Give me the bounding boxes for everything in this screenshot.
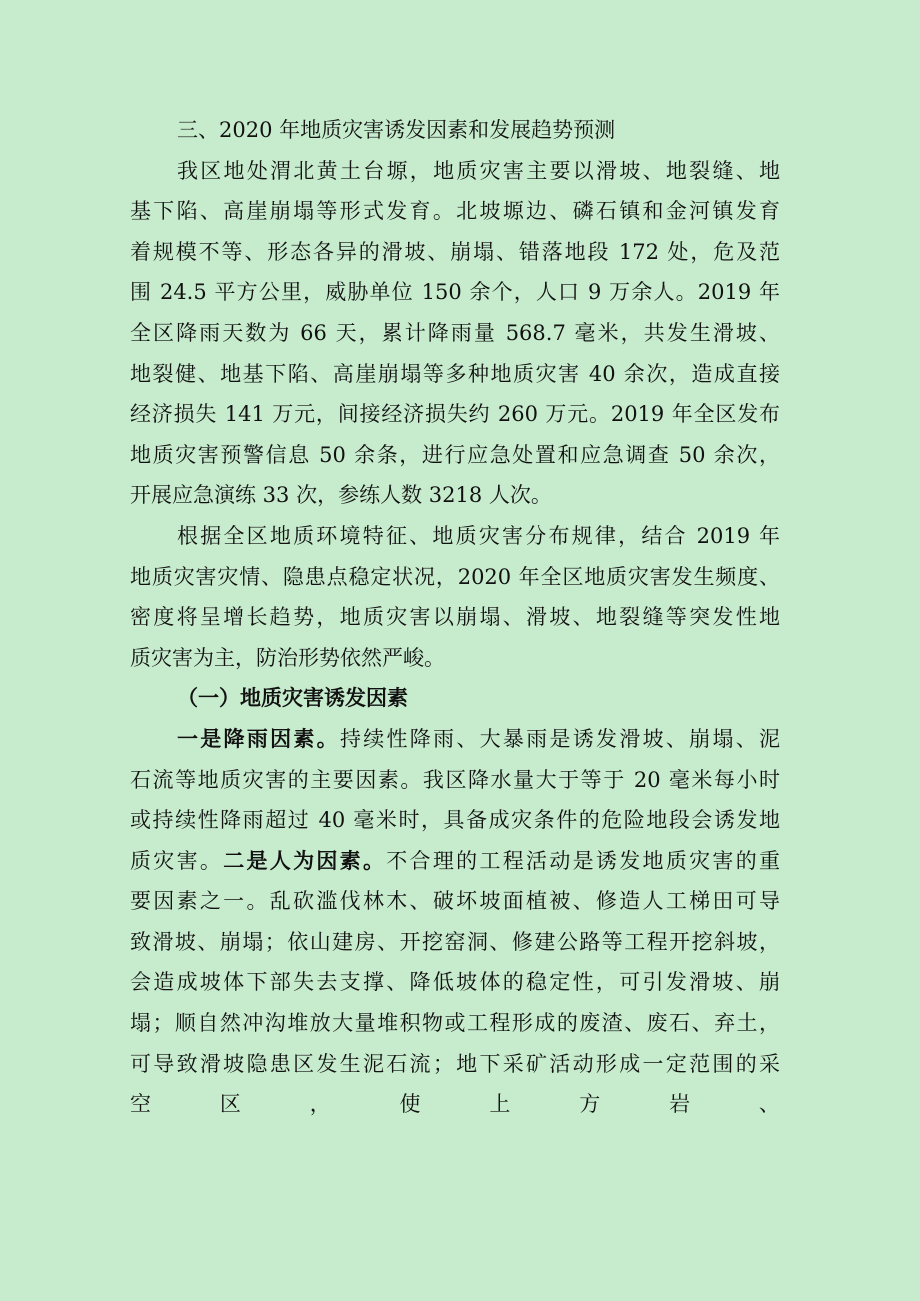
paragraph-line: 石流等地质灾害的主要因素。我区降水量大于等于 20 毫米每小时 bbox=[130, 767, 780, 792]
paragraph-line-spread bbox=[130, 1084, 780, 1125]
spread-char: 方 bbox=[579, 1092, 601, 1117]
paragraph-line: 开展应急演练 33 次，参练人数 3218 人次。 bbox=[130, 483, 552, 508]
spread-char: 上 bbox=[489, 1092, 511, 1117]
paragraph-geology-overview bbox=[130, 151, 780, 516]
paragraph-line: 地质灾害灾情、隐患点稳定状况，2020 年全区地质灾害发生频度、 bbox=[130, 564, 780, 589]
paragraph-line: 致滑坡、崩塌；依山建房、开挖窑洞、修建公路等工程开挖斜坡， bbox=[130, 929, 780, 954]
paragraph-trend-forecast bbox=[130, 516, 780, 678]
section-title: 三、2020 年地质灾害诱发因素和发展趋势预测 bbox=[177, 118, 616, 142]
subheading-triggering-factors: （一）地质灾害诱发因素 bbox=[177, 685, 408, 711]
spread-char: 区 bbox=[219, 1092, 241, 1117]
paragraph-triggering-factors bbox=[130, 719, 780, 1125]
paragraph-line: 密度将呈增长趋势，地质灾害以崩塌、滑坡、地裂缝等突发性地 bbox=[130, 605, 780, 630]
text-run: 持续性降雨、大暴雨是诱发滑坡、崩塌、泥 bbox=[339, 726, 780, 751]
text-run: 不合理的工程活动是诱发地质灾害的重 bbox=[386, 848, 780, 873]
paragraph-line: 我区地处渭北黄土台塬，地质灾害主要以滑坡、地裂缝、地 bbox=[177, 158, 780, 183]
spread-char: 使 bbox=[399, 1092, 421, 1117]
paragraph-line: 质灾害为主，防治形势依然严峻。 bbox=[130, 645, 445, 670]
paragraph-line: 可导致滑坡隐患区发生泥石流；地下采矿活动形成一定范围的采 bbox=[130, 1051, 780, 1076]
paragraph-line: 经济损失 141 万元，间接经济损失约 260 万元。2019 年全区发布 bbox=[130, 402, 780, 427]
paragraph-line: 着规模不等、形态各异的滑坡、崩塌、错落地段 172 处，危及范 bbox=[130, 239, 780, 264]
bold-lead: 一是降雨因素。 bbox=[177, 725, 340, 751]
paragraph-line: 要因素之一。乱砍滥伐林木、破坏坡面植被、修造人工梯田可导 bbox=[130, 889, 780, 914]
spread-char: ， bbox=[309, 1092, 331, 1117]
spread-char: 空 bbox=[130, 1092, 151, 1117]
text-run: 质灾害。 bbox=[130, 848, 224, 873]
spread-char: 、 bbox=[758, 1092, 780, 1117]
paragraph-line: 地裂健、地基下陷、高崖崩塌等多种地质灾害 40 余次，造成直接 bbox=[130, 361, 780, 386]
paragraph-line: 地质灾害预警信息 50 余条，进行应急处置和应急调查 50 余次， bbox=[130, 442, 780, 467]
bold-lead: 二是人为因素。 bbox=[223, 847, 387, 873]
paragraph-line: 会造成坡体下部失去支撑、降低坡体的稳定性，可引发滑坡、崩 bbox=[130, 970, 780, 995]
paragraph-line bbox=[130, 841, 780, 882]
document-page bbox=[130, 110, 780, 1125]
paragraph-line: 或持续性降雨超过 40 毫米时，具备成灾条件的危险地段会诱发地 bbox=[130, 808, 780, 833]
paragraph-line: 全区降雨天数为 66 天，累计降雨量 568.7 毫米，共发生滑坡、 bbox=[130, 320, 780, 345]
paragraph-line: 塌；顺自然冲沟堆放大量堆积物或工程形成的废渣、废石、弃土， bbox=[130, 1011, 780, 1036]
paragraph-line: 基下陷、高崖崩塌等形式发育。北坡塬边、磷石镇和金河镇发育 bbox=[130, 199, 780, 224]
paragraph-line bbox=[130, 719, 780, 760]
paragraph-line: 围 24.5 平方公里，威胁单位 150 余个，人口 9 万余人。2019 年 bbox=[130, 280, 780, 305]
spread-char: 岩 bbox=[669, 1092, 691, 1117]
paragraph-line: 根据全区地质环境特征、地质灾害分布规律，结合 2019 年 bbox=[177, 523, 780, 548]
